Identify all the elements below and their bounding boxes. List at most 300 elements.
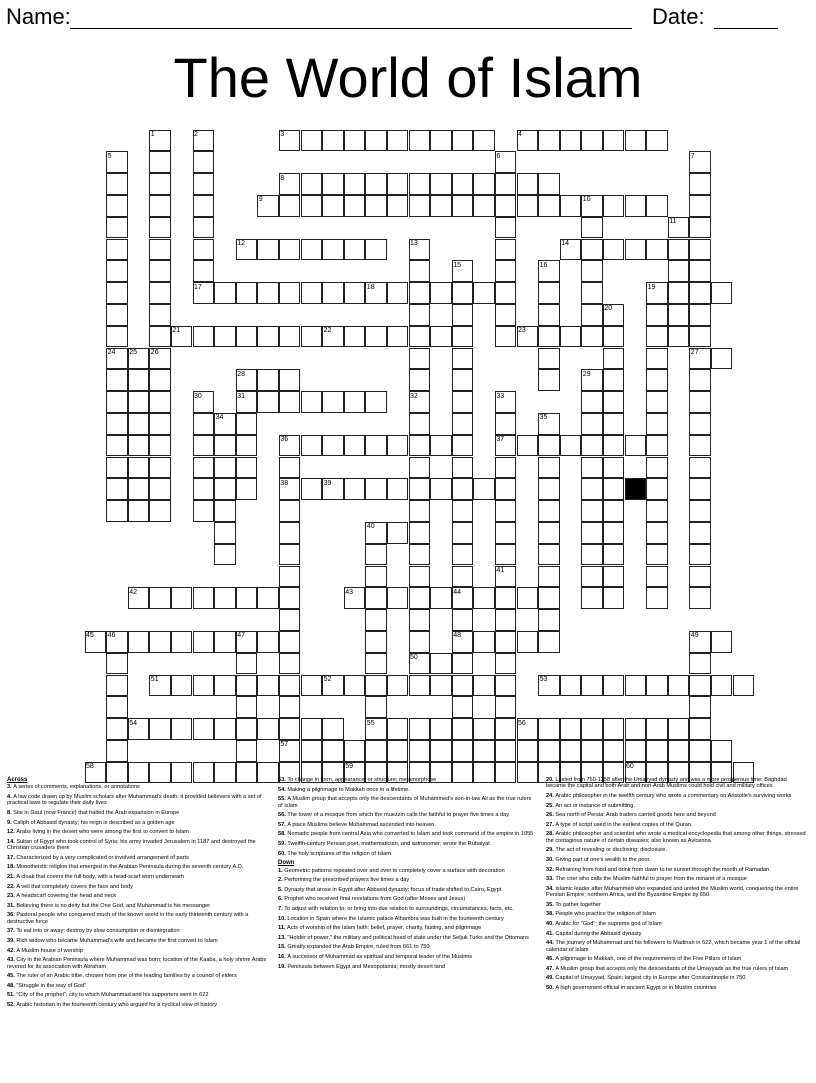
grid-cell[interactable] — [495, 239, 517, 261]
grid-cell[interactable] — [128, 500, 150, 522]
grid-cell[interactable] — [430, 478, 452, 500]
grid-cell[interactable] — [149, 500, 171, 522]
grid-cell[interactable] — [689, 173, 711, 195]
grid-cell[interactable] — [365, 587, 387, 609]
grid-cell[interactable] — [279, 718, 301, 740]
grid-cell[interactable] — [538, 173, 560, 195]
grid-cell[interactable] — [473, 173, 495, 195]
grid-cell[interactable] — [387, 478, 409, 500]
grid-cell[interactable] — [689, 391, 711, 413]
grid-cell[interactable] — [365, 544, 387, 566]
grid-cell[interactable] — [193, 587, 215, 609]
grid-cell[interactable] — [603, 391, 625, 413]
grid-cell[interactable] — [538, 631, 560, 653]
grid-cell[interactable] — [452, 566, 474, 588]
grid-cell[interactable] — [495, 326, 517, 348]
grid-cell[interactable] — [473, 130, 495, 152]
grid-cell[interactable] — [646, 391, 668, 413]
grid-cell[interactable] — [473, 195, 495, 217]
grid-cell[interactable] — [581, 522, 603, 544]
grid-cell[interactable] — [495, 653, 517, 675]
grid-cell[interactable] — [452, 173, 474, 195]
grid-cell[interactable] — [106, 653, 128, 675]
grid-cell[interactable] — [106, 260, 128, 282]
grid-cell[interactable] — [257, 369, 279, 391]
grid-cell[interactable] — [603, 457, 625, 479]
grid-cell[interactable] — [452, 457, 474, 479]
grid-cell[interactable] — [538, 500, 560, 522]
grid-cell[interactable] — [452, 369, 474, 391]
grid-cell[interactable] — [409, 282, 431, 304]
grid-cell[interactable] — [603, 195, 625, 217]
grid-cell[interactable] — [279, 500, 301, 522]
grid-cell[interactable] — [106, 173, 128, 195]
grid-cell[interactable] — [387, 587, 409, 609]
grid-cell[interactable] — [581, 304, 603, 326]
grid-cell[interactable] — [646, 566, 668, 588]
grid-cell[interactable] — [279, 282, 301, 304]
grid-cell[interactable] — [452, 675, 474, 697]
grid-cell[interactable] — [538, 587, 560, 609]
grid-cell[interactable] — [560, 740, 582, 762]
grid-cell[interactable] — [106, 304, 128, 326]
grid-cell[interactable] — [689, 478, 711, 500]
grid-cell[interactable] — [538, 740, 560, 762]
grid-cell[interactable] — [689, 239, 711, 261]
grid-cell[interactable] — [106, 740, 128, 762]
grid-cell[interactable] — [236, 457, 258, 479]
grid-cell[interactable] — [581, 587, 603, 609]
grid-cell[interactable] — [646, 348, 668, 370]
grid-cell[interactable] — [301, 740, 323, 762]
grid-cell[interactable] — [128, 631, 150, 653]
grid-cell[interactable] — [387, 718, 409, 740]
grid-cell[interactable] — [452, 326, 474, 348]
grid-cell[interactable] — [689, 740, 711, 762]
grid-cell[interactable] — [581, 718, 603, 740]
grid-cell[interactable] — [452, 544, 474, 566]
grid-cell[interactable] — [236, 696, 258, 718]
grid-cell[interactable] — [128, 457, 150, 479]
grid-cell[interactable] — [149, 195, 171, 217]
grid-cell[interactable] — [106, 413, 128, 435]
grid-cell[interactable] — [625, 740, 647, 762]
grid-cell[interactable] — [106, 282, 128, 304]
grid-cell[interactable] — [193, 675, 215, 697]
grid-cell[interactable] — [646, 326, 668, 348]
grid-cell[interactable] — [322, 391, 344, 413]
grid-cell[interactable] — [365, 239, 387, 261]
grid-cell[interactable] — [106, 326, 128, 348]
grid-cell[interactable] — [668, 304, 690, 326]
grid-cell[interactable] — [279, 566, 301, 588]
grid-cell[interactable] — [689, 195, 711, 217]
grid-cell[interactable] — [279, 391, 301, 413]
grid-cell[interactable] — [538, 457, 560, 479]
grid-cell[interactable] — [668, 260, 690, 282]
grid-cell[interactable] — [106, 369, 128, 391]
grid-cell[interactable] — [257, 675, 279, 697]
grid-cell[interactable] — [279, 653, 301, 675]
grid-cell[interactable] — [301, 326, 323, 348]
grid-cell[interactable] — [430, 195, 452, 217]
grid-cell[interactable] — [193, 413, 215, 435]
grid-cell[interactable] — [322, 173, 344, 195]
grid-cell[interactable] — [581, 500, 603, 522]
grid-cell[interactable] — [517, 587, 539, 609]
grid-cell[interactable] — [128, 413, 150, 435]
grid-cell[interactable] — [452, 653, 474, 675]
grid-cell[interactable] — [322, 435, 344, 457]
grid-cell[interactable] — [236, 282, 258, 304]
grid-cell[interactable] — [581, 457, 603, 479]
grid-cell[interactable] — [646, 587, 668, 609]
date-field[interactable] — [714, 28, 778, 29]
grid-cell[interactable] — [322, 130, 344, 152]
grid-cell[interactable] — [452, 282, 474, 304]
grid-cell[interactable] — [646, 239, 668, 261]
grid-cell[interactable] — [409, 587, 431, 609]
grid-cell[interactable] — [495, 587, 517, 609]
grid-cell[interactable] — [301, 239, 323, 261]
grid-cell[interactable] — [452, 522, 474, 544]
grid-cell[interactable] — [236, 587, 258, 609]
grid-cell[interactable] — [668, 675, 690, 697]
grid-cell[interactable] — [689, 587, 711, 609]
grid-cell[interactable] — [279, 675, 301, 697]
grid-cell[interactable] — [387, 195, 409, 217]
grid-cell[interactable] — [193, 173, 215, 195]
grid-cell[interactable] — [689, 653, 711, 675]
grid-cell[interactable] — [495, 260, 517, 282]
grid-cell[interactable] — [538, 326, 560, 348]
grid-cell[interactable] — [560, 675, 582, 697]
grid-cell[interactable] — [214, 457, 236, 479]
grid-cell[interactable] — [430, 675, 452, 697]
grid-cell[interactable] — [344, 675, 366, 697]
grid-cell[interactable] — [581, 326, 603, 348]
grid-cell[interactable] — [214, 435, 236, 457]
grid-cell[interactable] — [409, 544, 431, 566]
grid-cell[interactable] — [149, 217, 171, 239]
grid-cell[interactable] — [279, 609, 301, 631]
grid-cell[interactable] — [495, 718, 517, 740]
grid-cell[interactable] — [193, 478, 215, 500]
grid-cell[interactable] — [603, 130, 625, 152]
grid-cell[interactable] — [279, 239, 301, 261]
grid-cell[interactable] — [538, 609, 560, 631]
grid-cell[interactable] — [322, 740, 344, 762]
grid-cell[interactable] — [322, 718, 344, 740]
grid-cell[interactable] — [193, 435, 215, 457]
grid-cell[interactable] — [236, 653, 258, 675]
grid-cell[interactable] — [452, 740, 474, 762]
grid-cell[interactable] — [517, 195, 539, 217]
grid-cell[interactable] — [430, 326, 452, 348]
grid-cell[interactable] — [409, 522, 431, 544]
grid-cell[interactable] — [387, 326, 409, 348]
grid-cell[interactable] — [106, 478, 128, 500]
grid-cell[interactable] — [301, 173, 323, 195]
grid-cell[interactable] — [711, 282, 733, 304]
grid-cell[interactable] — [409, 500, 431, 522]
grid-cell[interactable] — [603, 522, 625, 544]
grid-cell[interactable] — [668, 326, 690, 348]
grid-cell[interactable] — [560, 130, 582, 152]
grid-cell[interactable] — [495, 631, 517, 653]
grid-cell[interactable] — [365, 173, 387, 195]
grid-cell[interactable] — [689, 675, 711, 697]
grid-cell[interactable] — [646, 304, 668, 326]
grid-cell[interactable] — [689, 500, 711, 522]
grid-cell[interactable] — [279, 696, 301, 718]
grid-cell[interactable] — [236, 675, 258, 697]
grid-cell[interactable] — [711, 675, 733, 697]
grid-cell[interactable] — [236, 718, 258, 740]
grid-cell[interactable] — [538, 478, 560, 500]
grid-cell[interactable] — [344, 740, 366, 762]
grid-cell[interactable] — [279, 522, 301, 544]
grid-cell[interactable] — [236, 740, 258, 762]
grid-cell[interactable] — [387, 740, 409, 762]
grid-cell[interactable] — [538, 195, 560, 217]
grid-cell[interactable] — [365, 631, 387, 653]
grid-cell[interactable] — [603, 544, 625, 566]
grid-cell[interactable] — [344, 435, 366, 457]
grid-cell[interactable] — [149, 173, 171, 195]
grid-cell[interactable] — [538, 522, 560, 544]
grid-cell[interactable] — [279, 326, 301, 348]
grid-cell[interactable] — [106, 239, 128, 261]
grid-cell[interactable] — [646, 130, 668, 152]
grid-cell[interactable] — [495, 195, 517, 217]
grid-cell[interactable] — [452, 195, 474, 217]
grid-cell[interactable] — [365, 740, 387, 762]
grid-cell[interactable] — [689, 326, 711, 348]
grid-cell[interactable] — [409, 326, 431, 348]
grid-cell[interactable] — [409, 173, 431, 195]
grid-cell[interactable] — [538, 130, 560, 152]
grid-cell[interactable] — [646, 369, 668, 391]
grid-cell[interactable] — [365, 435, 387, 457]
grid-cell[interactable] — [365, 130, 387, 152]
grid-cell[interactable] — [625, 675, 647, 697]
grid-cell[interactable] — [689, 282, 711, 304]
grid-cell[interactable] — [128, 478, 150, 500]
grid-cell[interactable] — [301, 391, 323, 413]
grid-cell[interactable] — [581, 413, 603, 435]
grid-cell[interactable] — [452, 348, 474, 370]
grid-cell[interactable] — [409, 195, 431, 217]
grid-cell[interactable] — [257, 631, 279, 653]
grid-cell[interactable] — [689, 718, 711, 740]
grid-cell[interactable] — [149, 282, 171, 304]
grid-cell[interactable] — [560, 195, 582, 217]
grid-cell[interactable] — [236, 435, 258, 457]
grid-cell[interactable] — [365, 391, 387, 413]
grid-cell[interactable] — [430, 173, 452, 195]
grid-cell[interactable] — [301, 282, 323, 304]
grid-cell[interactable] — [603, 740, 625, 762]
grid-cell[interactable] — [473, 282, 495, 304]
grid-cell[interactable] — [603, 435, 625, 457]
grid-cell[interactable] — [344, 282, 366, 304]
grid-cell[interactable] — [365, 696, 387, 718]
grid-cell[interactable] — [581, 478, 603, 500]
grid-cell[interactable] — [193, 326, 215, 348]
grid-cell[interactable] — [689, 544, 711, 566]
grid-cell[interactable] — [603, 587, 625, 609]
grid-cell[interactable] — [430, 718, 452, 740]
grid-cell[interactable] — [409, 348, 431, 370]
grid-cell[interactable] — [495, 522, 517, 544]
grid-cell[interactable] — [581, 217, 603, 239]
grid-cell[interactable] — [603, 500, 625, 522]
name-field[interactable] — [70, 28, 632, 29]
grid-cell[interactable] — [603, 675, 625, 697]
grid-cell[interactable] — [365, 609, 387, 631]
grid-cell[interactable] — [365, 566, 387, 588]
grid-cell[interactable] — [193, 718, 215, 740]
grid-cell[interactable] — [365, 326, 387, 348]
grid-cell[interactable] — [603, 239, 625, 261]
grid-cell[interactable] — [257, 391, 279, 413]
grid-cell[interactable] — [387, 173, 409, 195]
grid-cell[interactable] — [149, 413, 171, 435]
grid-cell[interactable] — [193, 631, 215, 653]
grid-cell[interactable] — [387, 282, 409, 304]
grid-cell[interactable] — [301, 130, 323, 152]
grid-cell[interactable] — [322, 282, 344, 304]
grid-cell[interactable] — [603, 718, 625, 740]
grid-cell[interactable] — [473, 478, 495, 500]
grid-cell[interactable] — [106, 457, 128, 479]
grid-cell[interactable] — [149, 631, 171, 653]
grid-cell[interactable] — [344, 478, 366, 500]
grid-cell[interactable] — [495, 282, 517, 304]
grid-cell[interactable] — [344, 173, 366, 195]
grid-cell[interactable] — [344, 391, 366, 413]
grid-cell[interactable] — [452, 609, 474, 631]
grid-cell[interactable] — [149, 435, 171, 457]
grid-cell[interactable] — [689, 566, 711, 588]
grid-cell[interactable] — [301, 718, 323, 740]
grid-cell[interactable] — [646, 500, 668, 522]
grid-cell[interactable] — [452, 718, 474, 740]
grid-cell[interactable] — [538, 304, 560, 326]
grid-cell[interactable] — [668, 239, 690, 261]
grid-cell[interactable] — [430, 653, 452, 675]
grid-cell[interactable] — [689, 304, 711, 326]
grid-cell[interactable] — [452, 391, 474, 413]
grid-cell[interactable] — [452, 500, 474, 522]
grid-cell[interactable] — [279, 544, 301, 566]
grid-cell[interactable] — [603, 478, 625, 500]
grid-cell[interactable] — [581, 391, 603, 413]
grid-cell[interactable] — [452, 478, 474, 500]
grid-cell[interactable] — [301, 195, 323, 217]
grid-cell[interactable] — [214, 522, 236, 544]
grid-cell[interactable] — [387, 675, 409, 697]
grid-cell[interactable] — [517, 435, 539, 457]
grid-cell[interactable] — [365, 675, 387, 697]
grid-cell[interactable] — [538, 282, 560, 304]
grid-cell[interactable] — [106, 675, 128, 697]
grid-cell[interactable] — [517, 173, 539, 195]
grid-cell[interactable] — [301, 675, 323, 697]
grid-cell[interactable] — [711, 348, 733, 370]
grid-cell[interactable] — [214, 326, 236, 348]
grid-cell[interactable] — [625, 435, 647, 457]
grid-cell[interactable] — [279, 631, 301, 653]
grid-cell[interactable] — [409, 631, 431, 653]
grid-cell[interactable] — [452, 130, 474, 152]
grid-cell[interactable] — [106, 195, 128, 217]
grid-cell[interactable] — [149, 260, 171, 282]
grid-cell[interactable] — [581, 239, 603, 261]
grid-cell[interactable] — [236, 478, 258, 500]
grid-cell[interactable] — [581, 544, 603, 566]
grid-cell[interactable] — [365, 653, 387, 675]
grid-cell[interactable] — [689, 413, 711, 435]
grid-cell[interactable] — [193, 500, 215, 522]
grid-cell[interactable] — [495, 457, 517, 479]
grid-cell[interactable] — [193, 239, 215, 261]
grid-cell[interactable] — [214, 631, 236, 653]
grid-cell[interactable] — [473, 587, 495, 609]
grid-cell[interactable] — [171, 631, 193, 653]
grid-cell[interactable] — [733, 675, 755, 697]
grid-cell[interactable] — [236, 326, 258, 348]
grid-cell[interactable] — [646, 435, 668, 457]
grid-cell[interactable] — [149, 587, 171, 609]
grid-cell[interactable] — [409, 478, 431, 500]
grid-cell[interactable] — [344, 130, 366, 152]
grid-cell[interactable] — [214, 282, 236, 304]
grid-cell[interactable] — [711, 740, 733, 762]
grid-cell[interactable] — [473, 740, 495, 762]
grid-cell[interactable] — [689, 435, 711, 457]
grid-cell[interactable] — [106, 500, 128, 522]
grid-cell[interactable] — [409, 304, 431, 326]
grid-cell[interactable] — [581, 675, 603, 697]
grid-cell[interactable] — [409, 609, 431, 631]
grid-cell[interactable] — [409, 566, 431, 588]
grid-cell[interactable] — [646, 413, 668, 435]
grid-cell[interactable] — [171, 718, 193, 740]
grid-cell[interactable] — [473, 718, 495, 740]
grid-cell[interactable] — [236, 413, 258, 435]
grid-cell[interactable] — [409, 369, 431, 391]
grid-cell[interactable] — [322, 195, 344, 217]
grid-cell[interactable] — [452, 413, 474, 435]
grid-cell[interactable] — [689, 217, 711, 239]
grid-cell[interactable] — [214, 718, 236, 740]
grid-cell[interactable] — [409, 130, 431, 152]
grid-cell[interactable] — [452, 696, 474, 718]
grid-cell[interactable] — [495, 544, 517, 566]
grid-cell[interactable] — [106, 391, 128, 413]
grid-cell[interactable] — [495, 217, 517, 239]
grid-cell[interactable] — [538, 435, 560, 457]
grid-cell[interactable] — [517, 631, 539, 653]
grid-cell[interactable] — [560, 435, 582, 457]
grid-cell[interactable] — [106, 696, 128, 718]
grid-cell[interactable] — [689, 522, 711, 544]
grid-cell[interactable] — [387, 435, 409, 457]
grid-cell[interactable] — [214, 675, 236, 697]
grid-cell[interactable] — [646, 522, 668, 544]
